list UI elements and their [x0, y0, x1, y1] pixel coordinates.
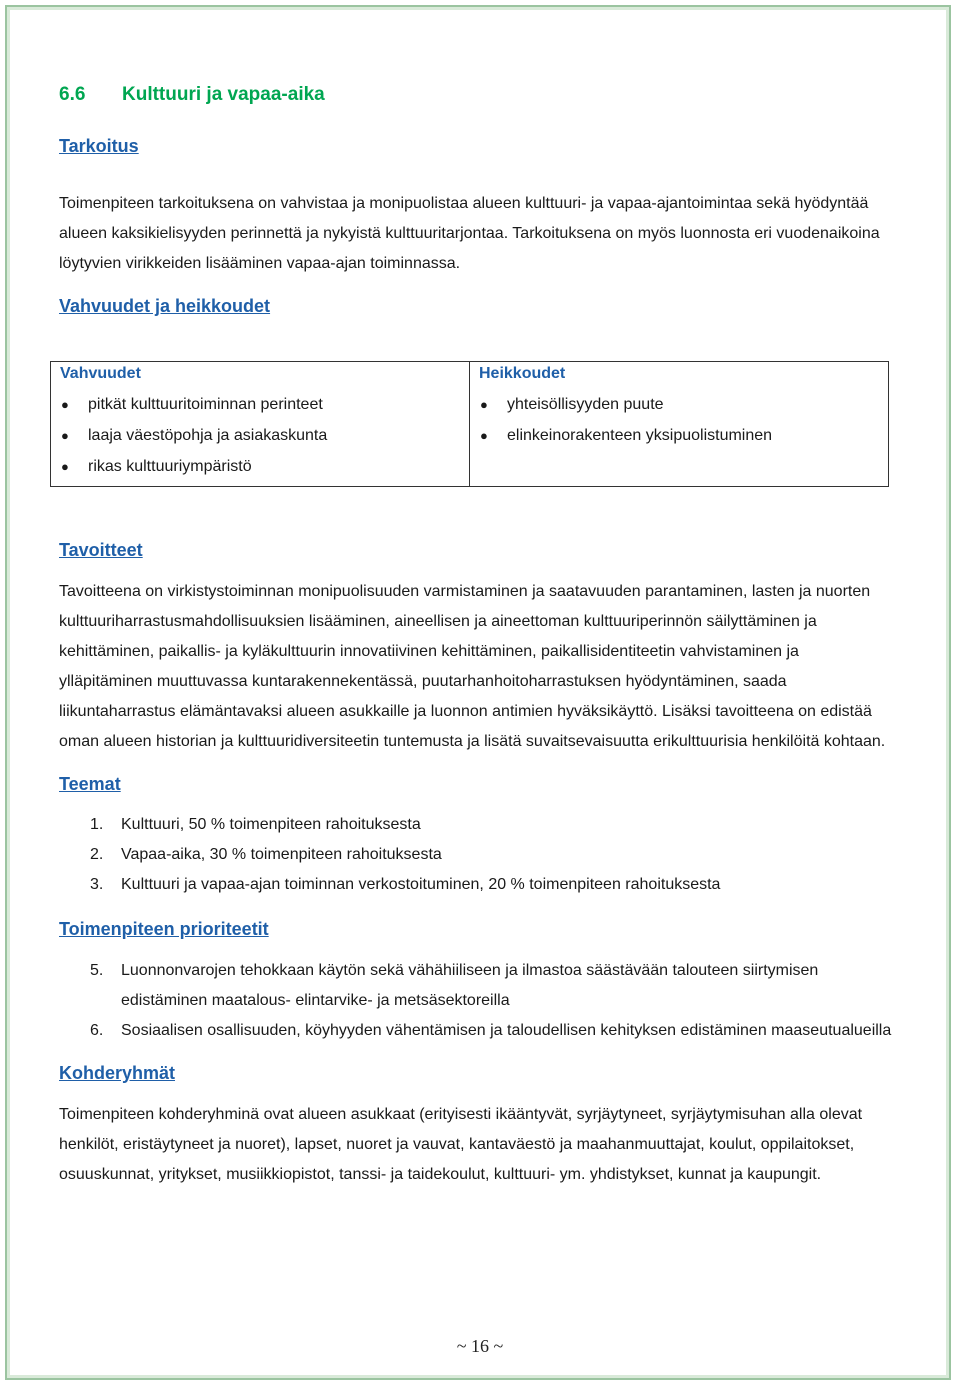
section-number: 6.6	[59, 84, 86, 105]
list-item: 1. Kulttuuri, 50 % toimenpiteen rahoituksesta	[90, 816, 421, 833]
weaknesses-cell	[470, 362, 889, 487]
list-item: ● elinkeinorakenteen yksipuolistuminen	[479, 420, 880, 451]
bullet-icon: ●	[61, 397, 69, 412]
list-item: 5. Luonnonvarojen tehokkaan käytön sekä vähähiiliseen ja ilmastoa säästävään talouteen siirtymisen edistäminen maatalous- elintarvike- ja metsäsektoreilla	[90, 962, 819, 1009]
list-item: ● rikas kulttuuriympäristö	[60, 451, 461, 482]
bullet-icon: ●	[480, 428, 488, 443]
prioriteetit-list	[59, 956, 895, 1046]
strengths-title: Vahvuudet	[60, 365, 141, 382]
teemat-list	[59, 810, 895, 900]
weaknesses-title: Heikkoudet	[479, 365, 566, 382]
list-item: ● laaja väestöpohja ja asiakaskunta	[60, 420, 461, 451]
bullet-icon: ●	[61, 428, 69, 443]
section-heading	[59, 78, 895, 112]
bullet-icon: ●	[61, 459, 69, 474]
list-item: 2. Vapaa-aika, 30 % toimenpiteen rahoituksesta	[90, 846, 442, 863]
bullet-icon: ●	[480, 397, 488, 412]
document-content	[59, 78, 895, 1190]
section-title: Kulttuuri ja vapaa-aika	[122, 84, 325, 105]
list-item: ● yhteisöllisyyden puute	[479, 389, 880, 420]
tavoitteet-text: Tavoitteena on virkistystoiminnan monipuolisuuden varmistaminen ja saatavuuden parantaminen, lasten ja nuorten kulttuuriharrastusmahdollisuuksien lisääminen, aineellisen ja aineettoman kulttuuriperinnön säilyttäminen ja kehittäminen, paikallis- ja kyläkulttuurin innovatiivinen kehittäminen, paikallisidentiteetin vahvistaminen ja ylläpitäminen muuttuvassa kuntarakennekentässä, puutarhanhoitoharrastuksen hyödyntäminen, saada liikuntaharrastus elämäntavaksi alueen asukkaille ja luonnon antimien hyväksikäyttö. Lisäksi tavoitteena on edistää oman alueen historian ja kulttuuridiversiteetin tuntemusta ja lisätä suvaitsevaisuutta erikulttuurisia henkilöitä kohtaan.	[59, 583, 886, 750]
list-item: ● pitkät kulttuuritoiminnan perinteet	[60, 389, 461, 420]
strengths-weaknesses-table	[50, 361, 889, 487]
kohderyhmat-heading: Kohderyhmät	[59, 1063, 176, 1083]
tarkoitus-text: Toimenpiteen tarkoituksena on vahvistaa ja monipuolistaa alueen kulttuuri- ja vapaa-ajantoimintaa sekä hyödyntää alueen kaksikielisyyden perinnettä ja nykyistä kulttuuritarjontaa. Tarkoituksena on myös luonnosta eri vuodenaikoina löytyvien virikkeiden lisääminen vapaa-ajan toiminnassa.	[59, 195, 880, 272]
tarkoitus-heading: Tarkoitus	[59, 136, 139, 156]
teemat-heading: Teemat	[59, 774, 121, 794]
strengths-cell	[51, 362, 470, 487]
tavoitteet-heading: Tavoitteet	[59, 540, 143, 560]
weaknesses-list	[479, 389, 880, 451]
kohderyhmat-text: Toimenpiteen kohderyhminä ovat alueen asukkaat (erityisesti ikääntyvät, syrjäytyneet, syrjäytymisuhan alla olevat henkilöt, eristäytyneet ja nuoret), lapset, nuoret ja vauvat, kantaväestö ja maahanmuuttajat, koulut, oppilaitokset, osuuskunnat, yritykset, musiikkiopistot, tanssi- ja taidekoulut, kulttuuri- ym. yhdistykset, kunnat ja kaupungit.	[59, 1106, 863, 1183]
strengths-list	[60, 389, 461, 482]
page-number: ~ 16 ~	[456, 1336, 504, 1356]
list-item: 6. Sosiaalisen osallisuuden, köyhyyden vähentämisen ja taloudellisen kehityksen edistäminen maaseutualueilla	[90, 1022, 892, 1039]
vahvuudet-heikkoudet-heading: Vahvuudet ja heikkoudet	[59, 296, 271, 316]
list-item: 3. Kulttuuri ja vapaa-ajan toiminnan verkostoituminen, 20 % toimenpiteen rahoituksesta	[90, 876, 721, 893]
prioriteetit-heading: Toimenpiteen prioriteetit	[59, 919, 269, 939]
